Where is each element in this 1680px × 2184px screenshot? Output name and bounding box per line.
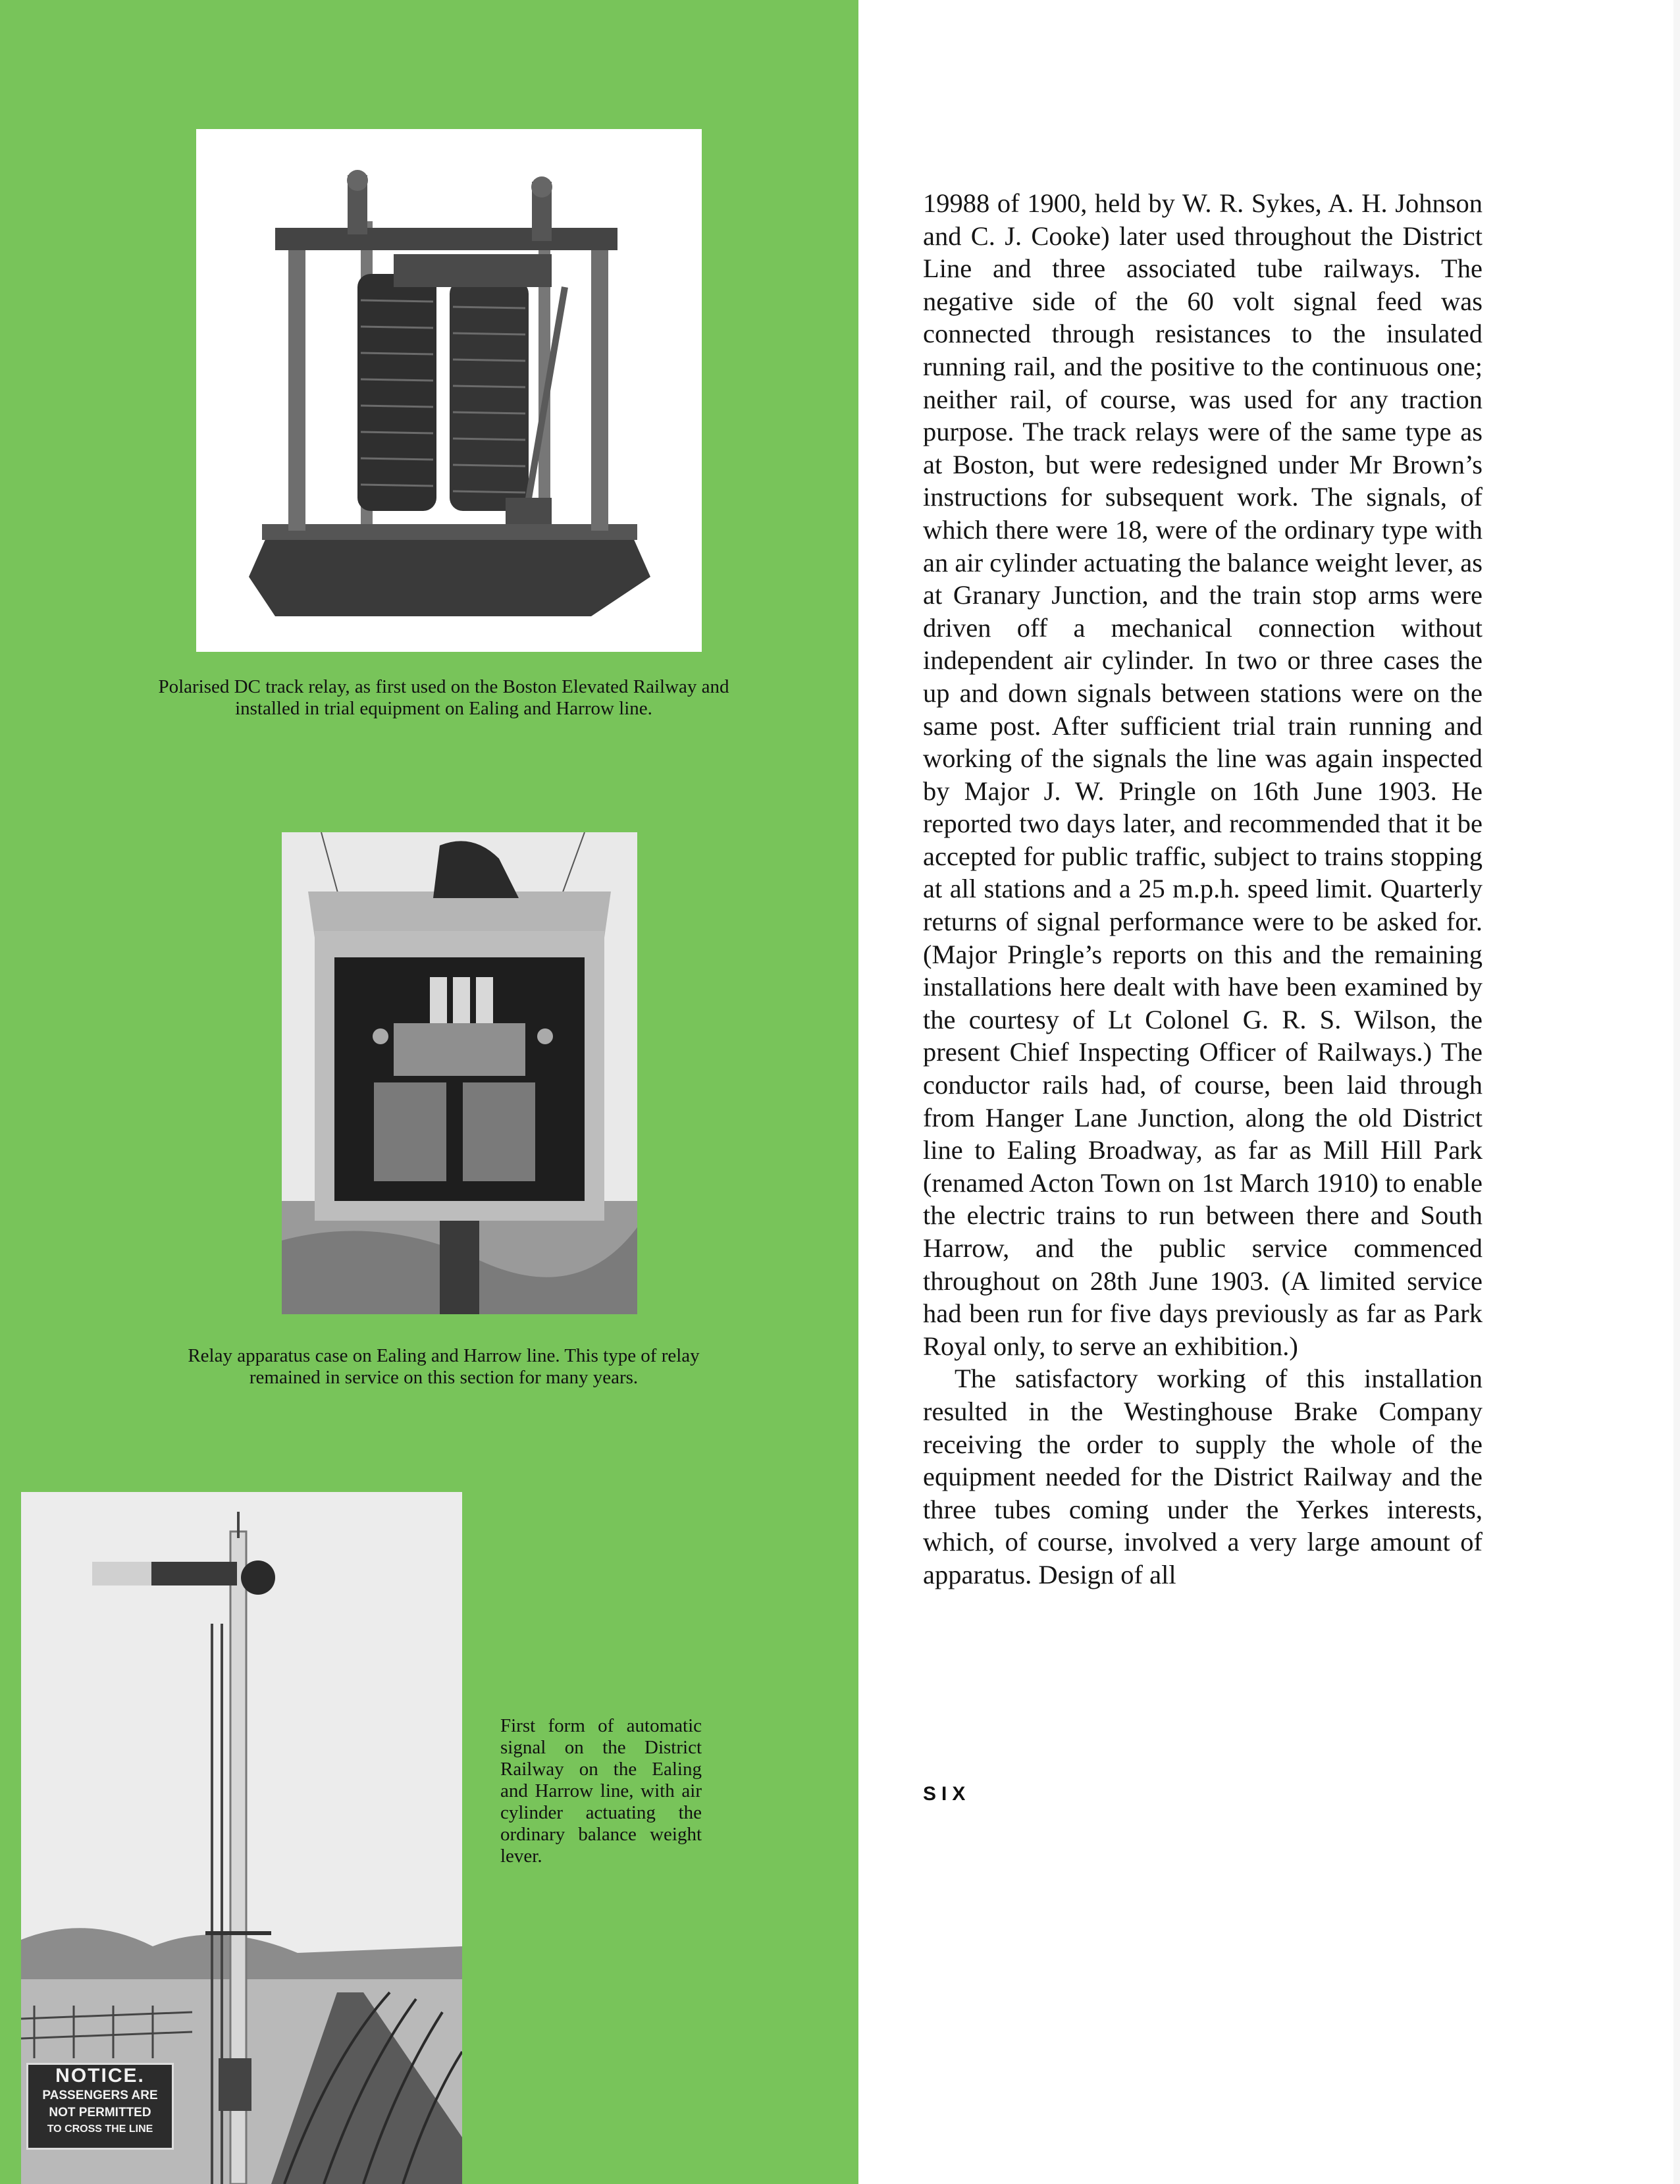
- notice-line-1: PASSENGERS ARE: [42, 2089, 158, 2102]
- relay-case-caption: Relay apparatus case on Ealing and Harrow line. This type of relay remained in service on this section for many years.: [188, 1345, 700, 1388]
- body-text-column: [923, 187, 1483, 1591]
- track-relay-photo: [196, 129, 702, 652]
- body-paragraph-2: The satisfactory working of this installation resulted in the Westinghouse Brake Company receiving the order to supply the whole of the equipment needed for the District Railway and the three tubes coming under the Yerkes interests, which, of course, involved a very large amount of apparatus. Design of all: [923, 1364, 1483, 1589]
- track-relay-caption: Polarised DC track relay, as first used on the Boston Elevated Railway and installed in trial equipment on Ealing and Harrow line.: [158, 676, 729, 719]
- relay-case-photo: [282, 832, 637, 1314]
- page-edge: [1673, 0, 1680, 2184]
- page-number: SIX: [923, 1783, 971, 1805]
- notice-sign: [26, 2063, 174, 2150]
- automatic-signal-caption: First form of automatic signal on the District Railway on the Ealing and Harrow line, with air cylinder actuating the ordinary balance weight lever.: [500, 1715, 702, 1867]
- notice-heading: NOTICE.: [55, 2065, 145, 2087]
- notice-line-2: NOT PERMITTED: [49, 2106, 151, 2119]
- body-paragraph-1: 19988 of 1900, held by W. R. Sykes, A. H. Johnson and C. J. Cooke) later used throughout the District Line and three associated tube railways. The negative side of the 60 volt signal feed was connected through resistances to the insulated running rail, and the positive to the continuous one; neither rail, of course, was used for any traction purpose. The track relays were of the same type as at Boston, but were redesigned under Mr Brown’s instructions for subsequent work. The signals, of which there were 18, were of the ordinary type with an air cylinder actuating the balance weight lever, as at Granary Junction, and the train stop arms were driven off a mechanical connection without independent air cylinder. In two or three cases the up and down signals between stations were on the same post. After sufficient trial train running and working of the signals the line was again inspected by Major J. W. Pringle on 16th June 1903. He reported two days later, and recommended that it be accepted for public traffic, subject to trains stopping at all stations and a 25 m.p.h. speed limit. Quarterly returns of signal performance were to be asked for. (Major Pringle’s reports on this and the remaining installations here dealt with have been examined by the courtesy of Lt Colonel G. R. S. Wilson, the present Chief Inspecting Officer of Railways.) The conductor rails had, of course, been laid through from Hanger Lane Junction, along the old District line to Ealing Broadway, as far as Mill Hill Park (renamed Acton Town on 1st March 1910) to enable the electric trains to run between there and South Harrow, and the public service commenced throughout on 28th June 1903. (A limited service had been run for five days previously as far as Park Royal only, to serve an exhibition.): [923, 188, 1483, 1361]
- notice-line-3: TO CROSS THE LINE: [47, 2123, 153, 2135]
